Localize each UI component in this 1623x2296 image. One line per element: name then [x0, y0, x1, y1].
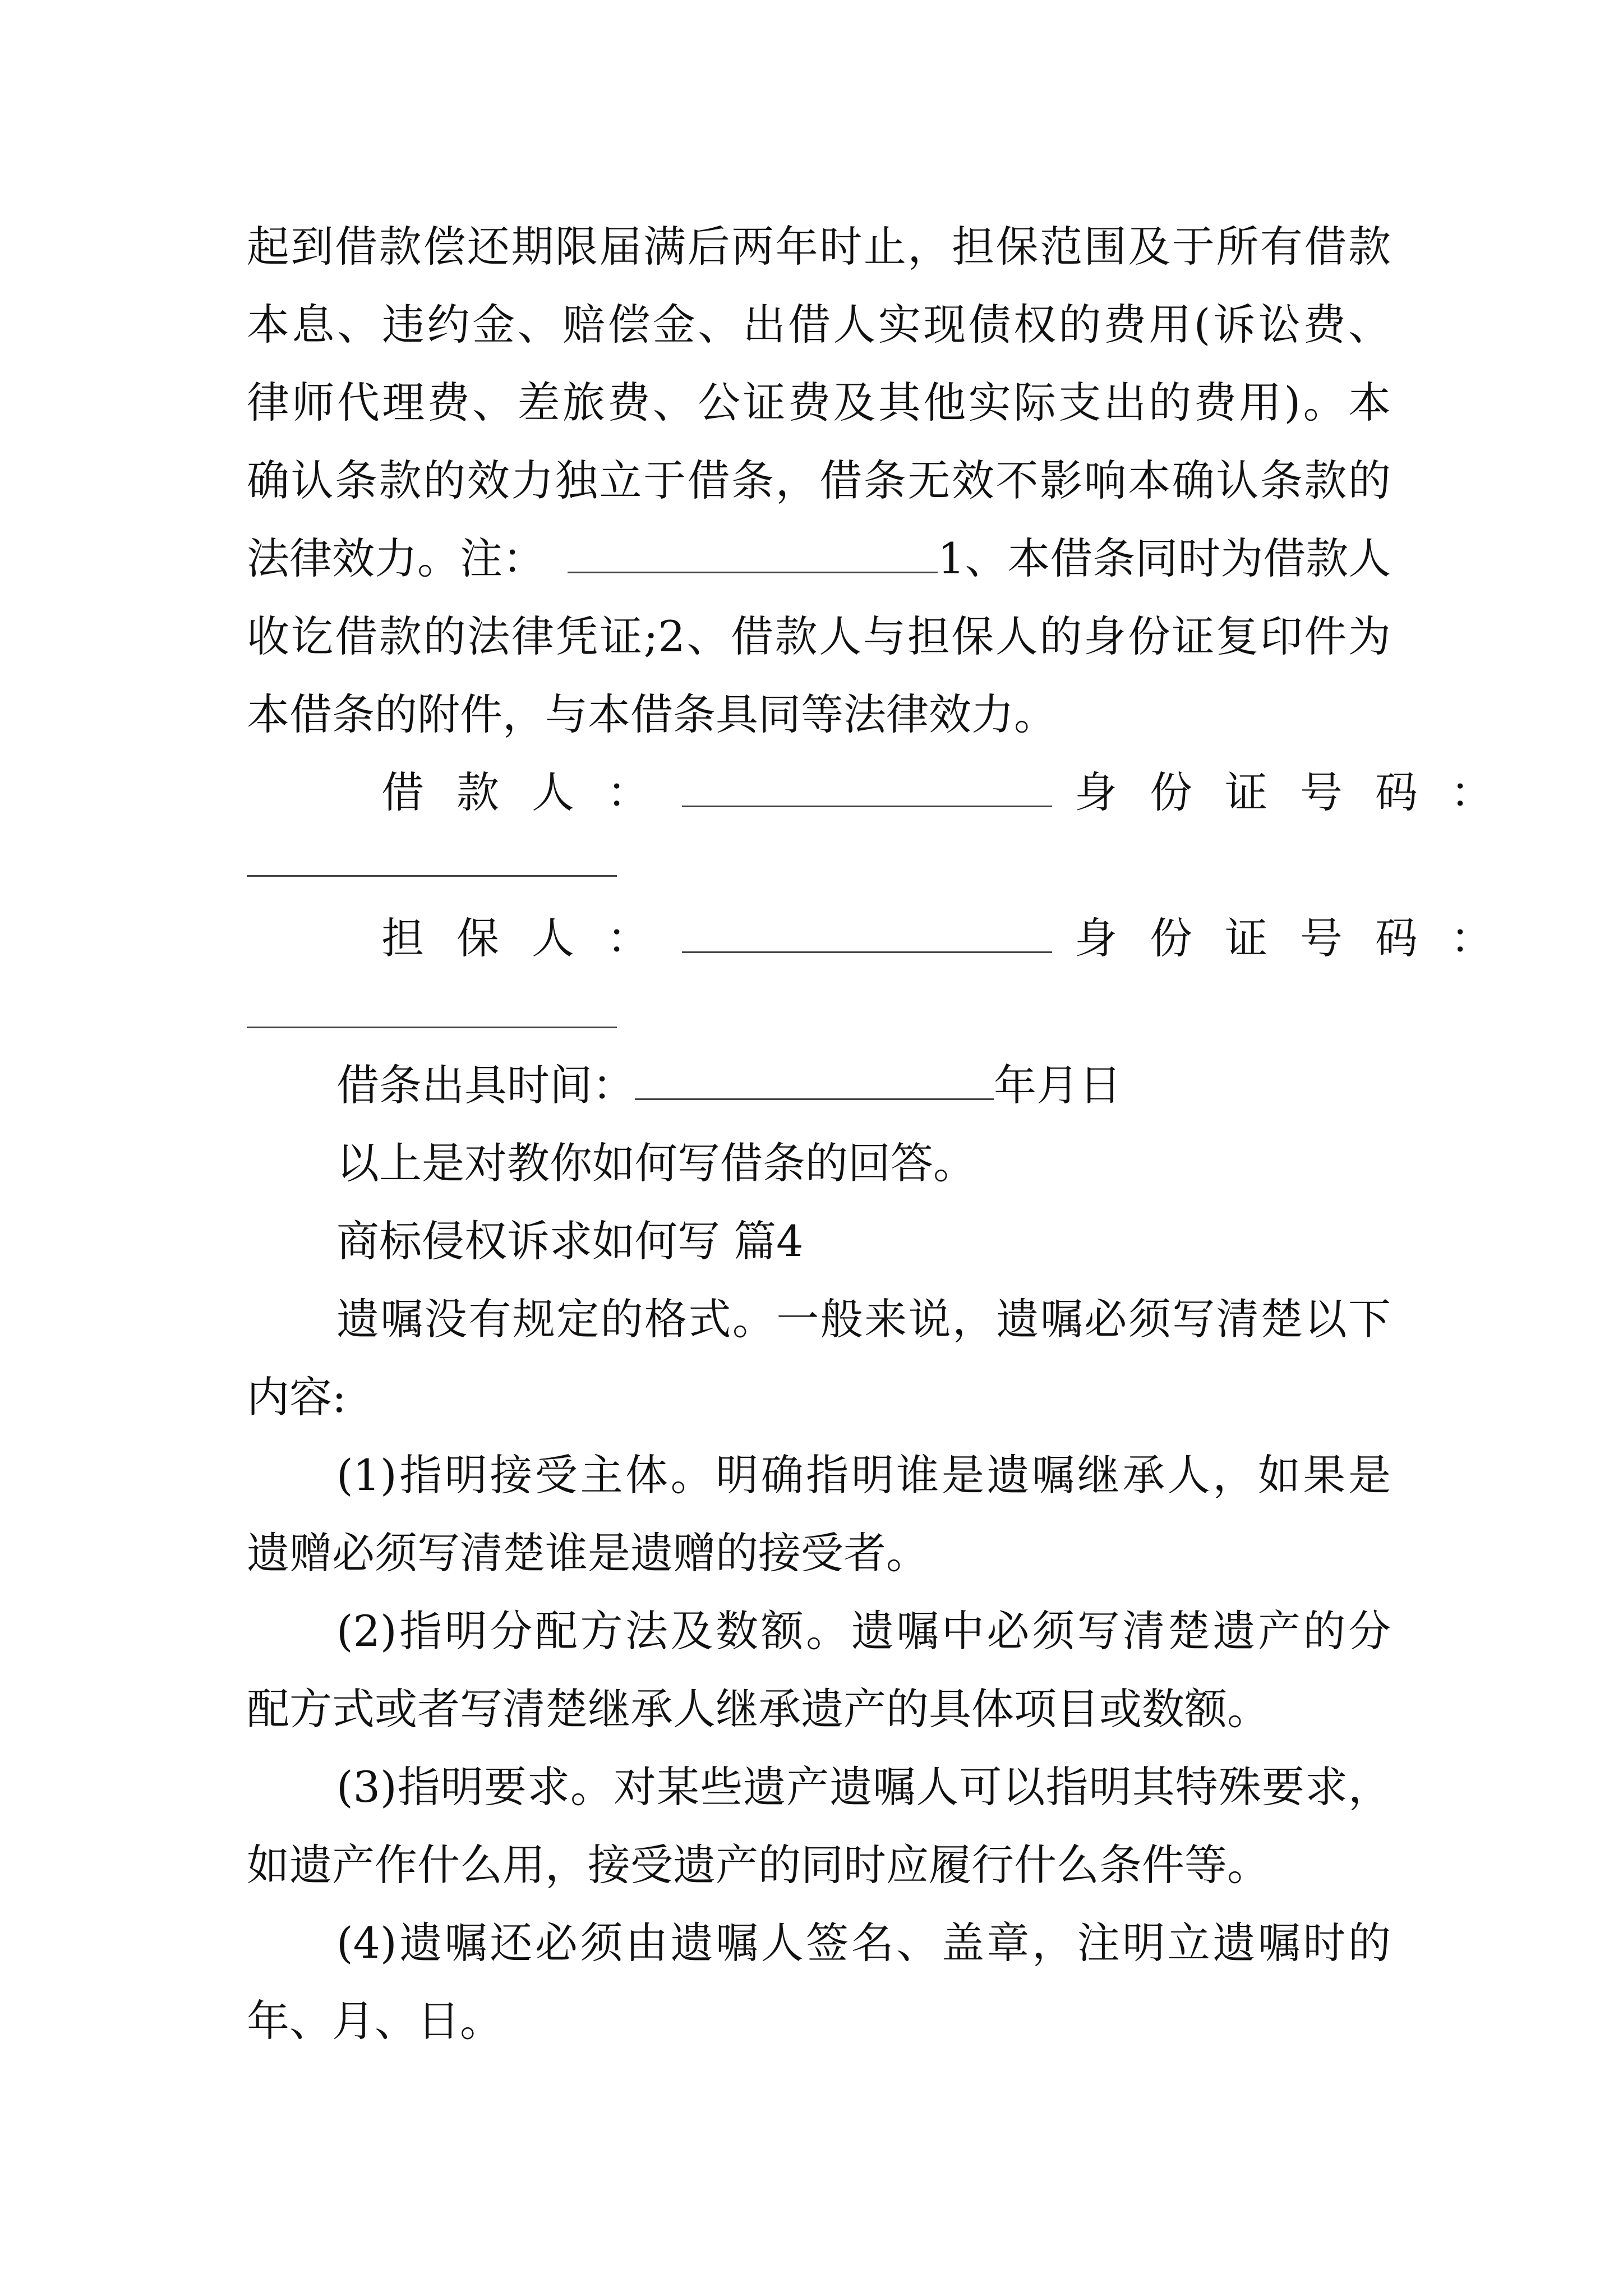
list-item-line: 年、月、日。	[247, 1996, 502, 2046]
issue-date-blank[interactable]	[635, 1060, 994, 1100]
list-item-line: (3)指明要求。对某些遗产遗嘱人可以指明其特殊要求，	[336, 1762, 1391, 1812]
guarantor-row	[381, 910, 1525, 967]
borrower-name-blank[interactable]	[682, 767, 1052, 807]
guarantor-name-blank[interactable]	[682, 913, 1052, 953]
paragraph-line: 确认条款的效力独立于借条，借条无效不影响本确认条款的	[247, 455, 1391, 505]
intro-line: 内容:	[247, 1372, 347, 1422]
list-item-line: 如遗产作什么用，接受遗产的同时应履行什么条件等。	[247, 1840, 1270, 1890]
guarantor-id-blank[interactable]	[247, 1027, 617, 1028]
list-item-line: 配方式或者写清楚继承人继承遗产的具体项目或数额。	[247, 1684, 1270, 1734]
closing-text: 以上是对教你如何写借条的回答。	[336, 1138, 976, 1188]
section-title: 商标侵权诉求如何写 篇4	[336, 1216, 804, 1266]
paragraph-line: 律师代理费、差旅费、公证费及其他实际支出的费用)。本	[247, 378, 1391, 427]
issue-date-row	[336, 1057, 1122, 1114]
borrower-id-label: 身份证号码：	[1075, 767, 1525, 817]
borrower-id-blank[interactable]	[247, 875, 617, 877]
note-label: 法律效力。注：	[247, 533, 545, 583]
paragraph-line: 本借条的附件，与本借条具同等法律效力。	[247, 689, 1057, 739]
note-blank[interactable]	[568, 533, 938, 573]
borrower-row	[381, 765, 1525, 821]
list-item-line: (1)指明接受主体。明确指明谁是遗嘱继承人，如果是	[336, 1450, 1391, 1500]
issue-date-label: 借条出具时间：	[336, 1060, 635, 1110]
issue-date-suffix: 年月日	[994, 1060, 1122, 1110]
guarantor-label: 担保人：	[381, 913, 682, 963]
paragraph-line: 收讫借款的法律凭证;2、借款人与担保人的身份证复印件为	[247, 611, 1391, 661]
paragraph-line-with-blank	[247, 531, 1391, 587]
borrower-label: 借款人：	[381, 767, 682, 817]
paragraph-line: 本息、违约金、赔偿金、出借人实现债权的费用(诉讼费、	[247, 300, 1391, 349]
note-text: 1、本借条同时为借款人	[938, 533, 1391, 583]
list-item-line: 遗赠必须写清楚谁是遗赠的接受者。	[247, 1528, 929, 1578]
guarantor-id-label: 身份证号码：	[1075, 913, 1525, 963]
intro-line: 遗嘱没有规定的格式。一般来说，遗嘱必须写清楚以下	[336, 1294, 1391, 1344]
paragraph-line: 起到借款偿还期限届满后两年时止，担保范围及于所有借款	[247, 222, 1391, 272]
list-item-line: (2)指明分配方法及数额。遗嘱中必须写清楚遗产的分	[336, 1606, 1391, 1656]
list-item-line: (4)遗嘱还必须由遗嘱人签名、盖章，注明立遗嘱时的	[336, 1918, 1391, 1968]
